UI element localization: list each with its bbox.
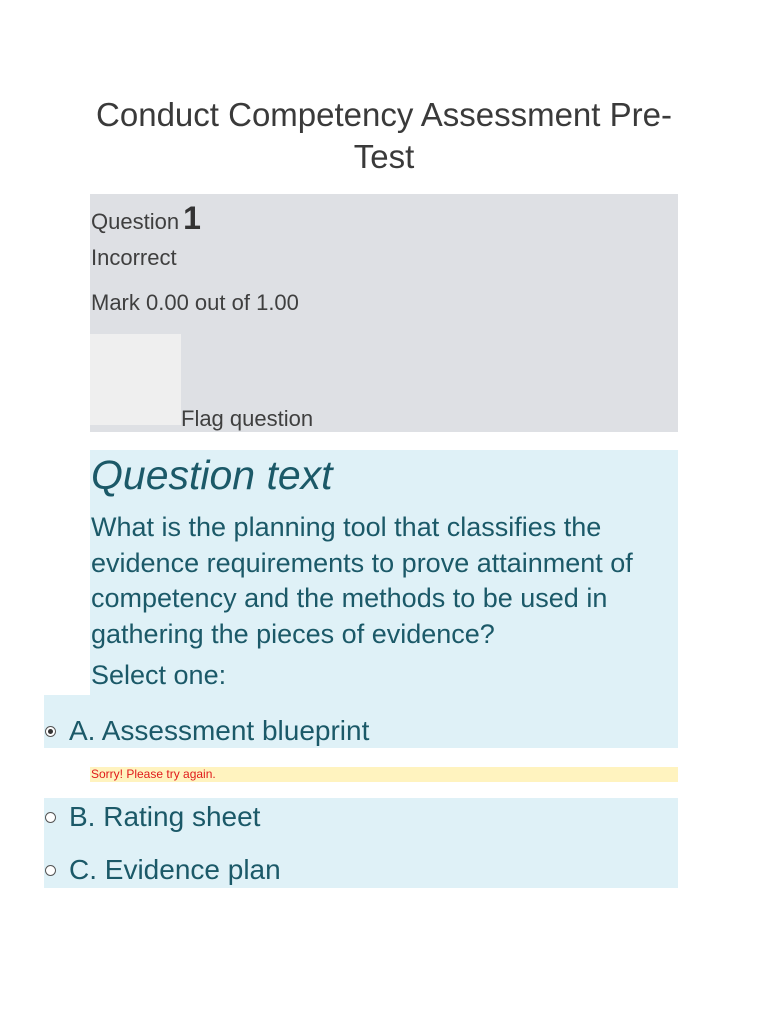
radio-unchecked-icon[interactable]	[45, 865, 56, 876]
feedback-panel	[90, 767, 678, 782]
question-text: What is the planning tool that classifies the evidence requirements to prove attainment of competency and the methods to be used in gathering the pieces of evidence?	[91, 512, 633, 649]
question-number-label	[91, 200, 201, 237]
question-text-heading: Question text	[91, 452, 333, 498]
question-content-panel	[90, 450, 678, 748]
radio-unchecked-icon[interactable]	[45, 812, 56, 823]
answer-option-a[interactable]	[44, 711, 369, 751]
page-title: Conduct Competency Assessment Pre-Test	[96, 96, 672, 175]
question-number: 1	[183, 200, 201, 236]
flag-question-link[interactable]: Flag question	[181, 406, 314, 431]
answer-option-label: B. Rating sheet	[69, 801, 261, 832]
answer-option-label: A. Assessment blueprint	[69, 715, 370, 746]
question-state: Incorrect	[91, 245, 177, 270]
feedback-text: Sorry! Please try again.	[91, 767, 216, 781]
question-info-panel	[90, 194, 678, 432]
select-one-prompt: Select one:	[91, 660, 227, 690]
flag-icon[interactable]	[90, 334, 181, 425]
question-grade: Mark 0.00 out of 1.00	[91, 290, 299, 315]
question-label-text: Question	[91, 209, 180, 234]
answer-option-b[interactable]	[44, 797, 260, 837]
answer-option-c[interactable]	[44, 850, 281, 890]
radio-checked-icon[interactable]	[45, 726, 56, 737]
answer-option-label: C. Evidence plan	[69, 854, 281, 885]
